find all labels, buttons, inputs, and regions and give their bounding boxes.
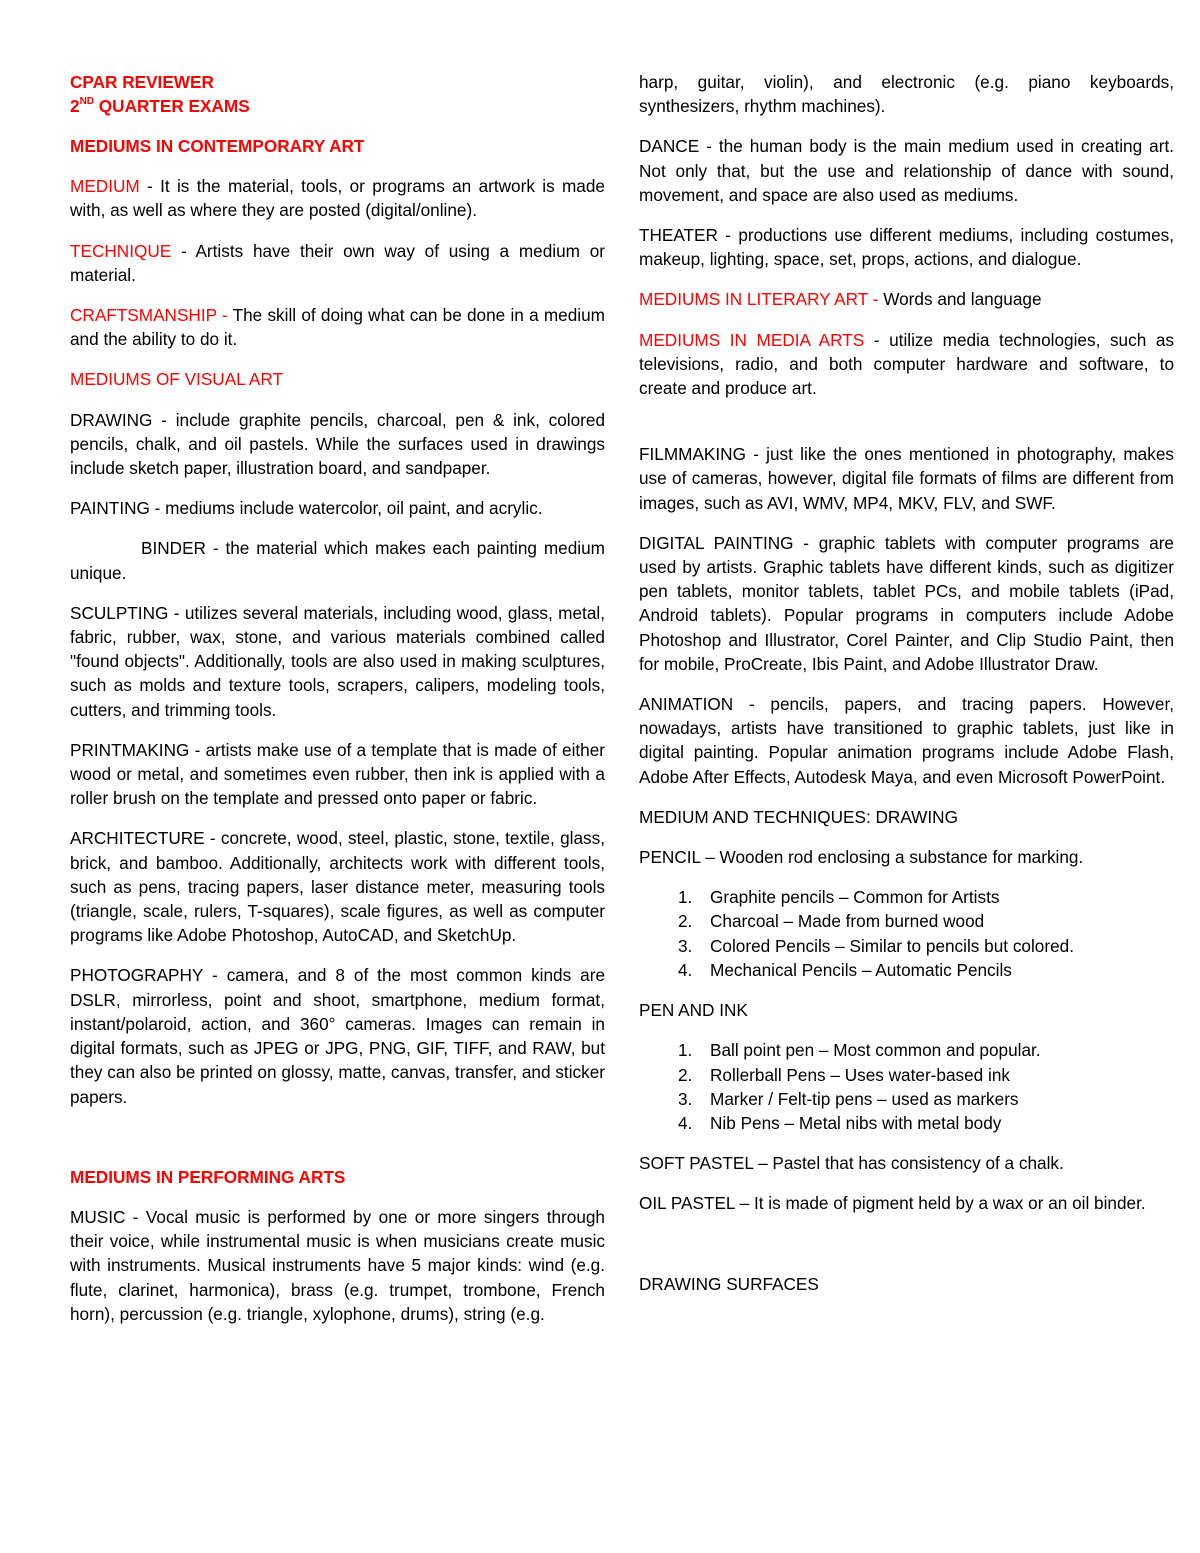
term-media-arts: MEDIUMS IN MEDIA ARTS	[639, 329, 865, 350]
list-text: Marker / Felt-tip pens – used as markers	[710, 1088, 1019, 1109]
list-number: 1.	[678, 1040, 693, 1061]
term-technique: TECHNIQUE	[70, 240, 172, 261]
binder-paragraph: BINDER - the material which makes each painting medium unique.	[70, 538, 605, 583]
quarter-label: QUARTER EXAMS	[94, 96, 250, 116]
drawing-surfaces-heading: DRAWING SURFACES	[639, 1273, 819, 1294]
list-text: Charcoal – Made from burned wood	[710, 911, 985, 932]
pencil-definition: PENCIL – Wooden rod enclosing a substance for marking.	[639, 847, 1084, 868]
photography-paragraph: PHOTOGRAPHY - camera, and 8 of the most common kinds are DSLR, mirrorless, point and shoot, smartphone, medium format, instant/polaroid, action, and 360° cameras. Images can remain in digital formats, such as JPEG or JPG, PNG, GIF, TIFF, and RAW, but they can also be printed on glossy, matte, canvas, transfer, and sticker papers.	[70, 965, 605, 1107]
list-item	[639, 1111, 1174, 1135]
media-arts-text: - utilize media technologies, such as televisions, radio, and both computer hardware and software, to create and produce art.	[639, 329, 1174, 399]
craftsmanship-definition	[70, 303, 605, 351]
medium-text: - It is the material, tools, or programs an artwork is made with, as well as where they are posted (digital/online).	[70, 176, 605, 221]
list-text: Graphite pencils – Common for Artists	[710, 887, 1000, 908]
music-continued-paragraph: harp, guitar, violin), and electronic (e.g. piano keyboards, synthesizers, rhythm machines).	[639, 72, 1174, 117]
drawing-paragraph: DRAWING - include graphite pencils, charcoal, pen & ink, colored pencils, chalk, and oil pastels. While the surfaces used in drawings include sketch paper, illustration board, and sandpaper.	[70, 409, 605, 479]
list-number: 1.	[678, 887, 693, 908]
list-item	[639, 1063, 1174, 1087]
list-item	[639, 934, 1174, 958]
animation-paragraph: ANIMATION - pencils, papers, and tracing papers. However, nowadays, artists have transitioned to graphic tablets, just like in digital painting. Popular animation programs include Adobe Flash, Adobe After Effects, Autodesk Maya, and even Microsoft PowerPoint.	[639, 694, 1174, 787]
spacer	[639, 416, 1174, 442]
list-item	[639, 1038, 1174, 1062]
spacer	[639, 1232, 1174, 1272]
list-item	[639, 909, 1174, 933]
section-heading-performing: MEDIUMS IN PERFORMING ARTS	[70, 1166, 346, 1187]
document-subtitle	[70, 94, 605, 118]
craftsmanship-text: The skill of doing what can be done in a medium and the ability to do it.	[70, 305, 605, 350]
list-text: Rollerball Pens – Uses water-based ink	[710, 1064, 1010, 1085]
list-text: Nib Pens – Metal nibs with metal body	[710, 1112, 1002, 1133]
pen-list	[639, 1038, 1174, 1135]
list-text: Ball point pen – Most common and popular.	[710, 1040, 1041, 1061]
literary-art-text: Words and language	[878, 289, 1042, 310]
term-literary-art: MEDIUMS IN LITERARY ART -	[639, 289, 879, 310]
list-number: 3.	[678, 935, 693, 956]
list-item	[639, 1087, 1174, 1111]
pen-and-ink-heading: PEN AND INK	[639, 1000, 748, 1021]
list-number: 3.	[678, 1088, 693, 1109]
architecture-paragraph: ARCHITECTURE - concrete, wood, steel, plastic, stone, textile, glass, brick, and bamboo. Additionally, architects work with different tools, such as pens, tracing papers, laser distance meter, measuring tools (triangle, scale, rulers, T-squares), scale figures, as well as computer programs like Adobe Photoshop, AutoCAD, and SketchUp.	[70, 828, 605, 946]
pencil-list	[639, 885, 1174, 982]
oil-pastel-definition: OIL PASTEL – It is made of pigment held by a wax or an oil binder.	[639, 1193, 1146, 1214]
term-craftsmanship: CRAFTSMANSHIP -	[70, 305, 228, 326]
document-title: CPAR REVIEWER	[70, 72, 214, 92]
digital-painting-paragraph: DIGITAL PAINTING - graphic tablets with computer programs are used by artists. Graphic tablets have different kinds, such as digitizer pen tablets, monitor tablets, tablet PCs, and mobile tablets (iPad, Android tablets). Popular programs in computers include Adobe Photoshop and Illustrator, Corel Painter, and Clip Studio Paint, then for mobile, ProCreate, Ibis Paint, and Adobe Illustrator Draw.	[639, 532, 1174, 674]
list-text: Colored Pencils – Similar to pencils but colored.	[710, 935, 1074, 956]
quarter-superscript: ND	[79, 96, 95, 108]
painting-paragraph: PAINTING - mediums include watercolor, oil paint, and acrylic.	[70, 498, 543, 519]
literary-art-definition	[639, 287, 1174, 311]
technique-text: - Artists have their own way of using a medium or material.	[70, 240, 605, 285]
music-paragraph: MUSIC - Vocal music is performed by one or more singers through their voice, while instrumental music is when musicians create music with instruments. Musical instruments have 5 major kinds: wind (e.g. flute, clarinet, harmonica), brass (e.g. trumpet, trombone, French horn), percussion (e.g. triangle, xylophone, drums), string (e.g.	[70, 1206, 605, 1324]
filmmaking-paragraph: FILMMAKING - just like the ones mentioned in photography, makes use of cameras, however, digital file formats of films are different from images, such as AVI, WMV, MP4, MKV, FLV, and SWF.	[639, 444, 1174, 513]
list-text: Mechanical Pencils – Automatic Pencils	[710, 959, 1012, 980]
left-column	[70, 70, 605, 1342]
list-number: 2.	[678, 911, 693, 932]
document-title-block	[70, 70, 605, 118]
media-arts-definition	[639, 328, 1174, 401]
list-item	[639, 885, 1174, 909]
dance-paragraph: DANCE - the human body is the main medium used in creating art. Not only that, but the use and relationship of dance with sound, movement, and space are also used as mediums.	[639, 136, 1174, 205]
list-number: 4.	[678, 1112, 693, 1133]
sculpting-paragraph: SCULPTING - utilizes several materials, including wood, glass, metal, fabric, rubber, wax, stone, and various materials combined called "found objects". Additionally, tools are also used in making sculptures, such as molds and texture tools, scrapers, calipers, modeling tools, cutters, and trimming tools.	[70, 602, 605, 720]
list-number: 4.	[678, 959, 693, 980]
right-column	[639, 70, 1174, 1312]
list-item	[639, 958, 1174, 982]
theater-paragraph: THEATER - productions use different mediums, including costumes, makeup, lighting, space, set, props, actions, and dialogue.	[639, 225, 1174, 270]
subheading-drawing-techniques: MEDIUM AND TECHNIQUES: DRAWING	[639, 806, 958, 827]
spacer	[70, 1125, 605, 1165]
printmaking-paragraph: PRINTMAKING - artists make use of a template that is made of either wood or metal, and sometimes even rubber, then ink is applied with a roller brush on the template and pressed onto paper or fabric.	[70, 739, 605, 809]
medium-definition	[70, 174, 605, 222]
section-heading-contemporary: MEDIUMS IN CONTEMPORARY ART	[70, 136, 365, 156]
quarter-number: 2	[70, 96, 80, 116]
term-medium: MEDIUM	[70, 176, 140, 197]
soft-pastel-definition: SOFT PASTEL – Pastel that has consistency of a chalk.	[639, 1153, 1064, 1174]
list-number: 2.	[678, 1064, 693, 1085]
subheading-visual-art: MEDIUMS OF VISUAL ART	[70, 369, 283, 390]
technique-definition	[70, 239, 605, 287]
